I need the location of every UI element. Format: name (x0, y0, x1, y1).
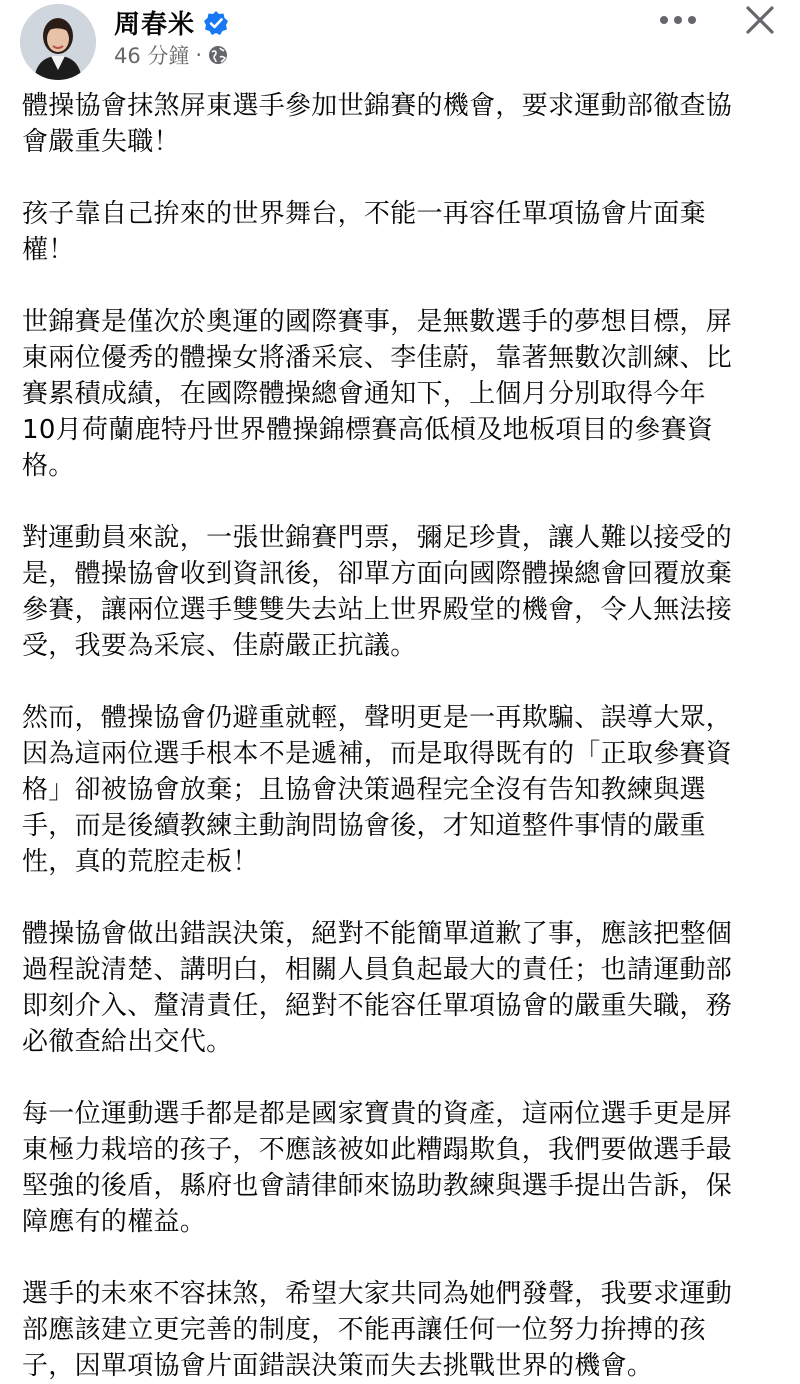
author-avatar[interactable] (20, 4, 96, 80)
post-paragraph: 體操協會抹煞屏東選手參加世錦賽的機會，要求運動部徹查協 會嚴重失職！ (22, 91, 733, 157)
post-paragraph: 世錦賽是僅次於奧運的國際賽事，是無數選手的夢想目標，屏 東兩位優秀的體操女將潘采宸、李佳蔚，靠著無數次訓練、比 賽累積成績，在國際體操總會通知下，上個月分別取得今年 10月荷蘭鹿特丹世界體操錦標賽高低槓及地板項目的參賽資 格。 (22, 307, 733, 481)
post-timestamp[interactable]: 46 分鐘 (114, 44, 190, 68)
globe-icon (208, 45, 228, 65)
author-line (114, 4, 229, 41)
post-header (0, 0, 800, 80)
post-meta (114, 40, 228, 70)
post-paragraph: 然而，體操協會仍避重就輕，聲明更是一再欺騙、誤導大眾， 因為這兩位選手根本不是遞補，而是取得既有的「正取參賽資 格」卻被協會放棄；且協會決策過程完全沒有告知教練與選 手，而是後續教練主動詢問協會後，才知道整件事情的嚴重 性，真的荒腔走板！ (22, 703, 733, 877)
post-body (22, 88, 782, 1384)
more-options-icon[interactable] (656, 6, 700, 34)
close-icon[interactable] (738, 0, 782, 40)
post-paragraph: 對運動員來說，一張世錦賽門票，彌足珍貴，讓人難以接受的 是，體操協會收到資訊後，卻單方面向國際體操總會回覆放棄 參賽，讓兩位選手雙雙失去站上世界殿堂的機會，令人無法接 受，我要為采宸、佳蔚嚴正抗議。 (22, 523, 733, 661)
post-paragraph: 每一位運動選手都是都是國家寶貴的資產，這兩位選手更是屏 東極力栽培的孩子，不應該被如此糟蹋欺負，我們要做選手最 堅強的後盾，縣府也會請律師來協助教練與選手提出告訴，保 障應有的權益。 (22, 1099, 733, 1237)
post-paragraph: 選手的未來不容抹煞，希望大家共同為她們發聲，我要求運動 部應該建立更完善的制度，不能再讓任何一位努力拚搏的孩 子，因單項協會片面錯誤決策而失去挑戰世界的機會。 (22, 1279, 733, 1381)
author-name[interactable]: 周春米 (114, 10, 196, 40)
post-paragraph: 體操協會做出錯誤決策，絕對不能簡單道歉了事，應該把整個 過程說清楚、講明白，相關人員負起最大的責任；也請運動部 即刻介入、釐清責任，絕對不能容任單項協會的嚴重失職，務 必徹查給出交代。 (22, 919, 733, 1057)
meta-separator: · (195, 43, 203, 67)
verified-badge-icon (203, 10, 229, 36)
post-paragraph: 孩子靠自己拚來的世界舞台，不能一再容任單項協會片面棄 權！ (22, 199, 706, 265)
